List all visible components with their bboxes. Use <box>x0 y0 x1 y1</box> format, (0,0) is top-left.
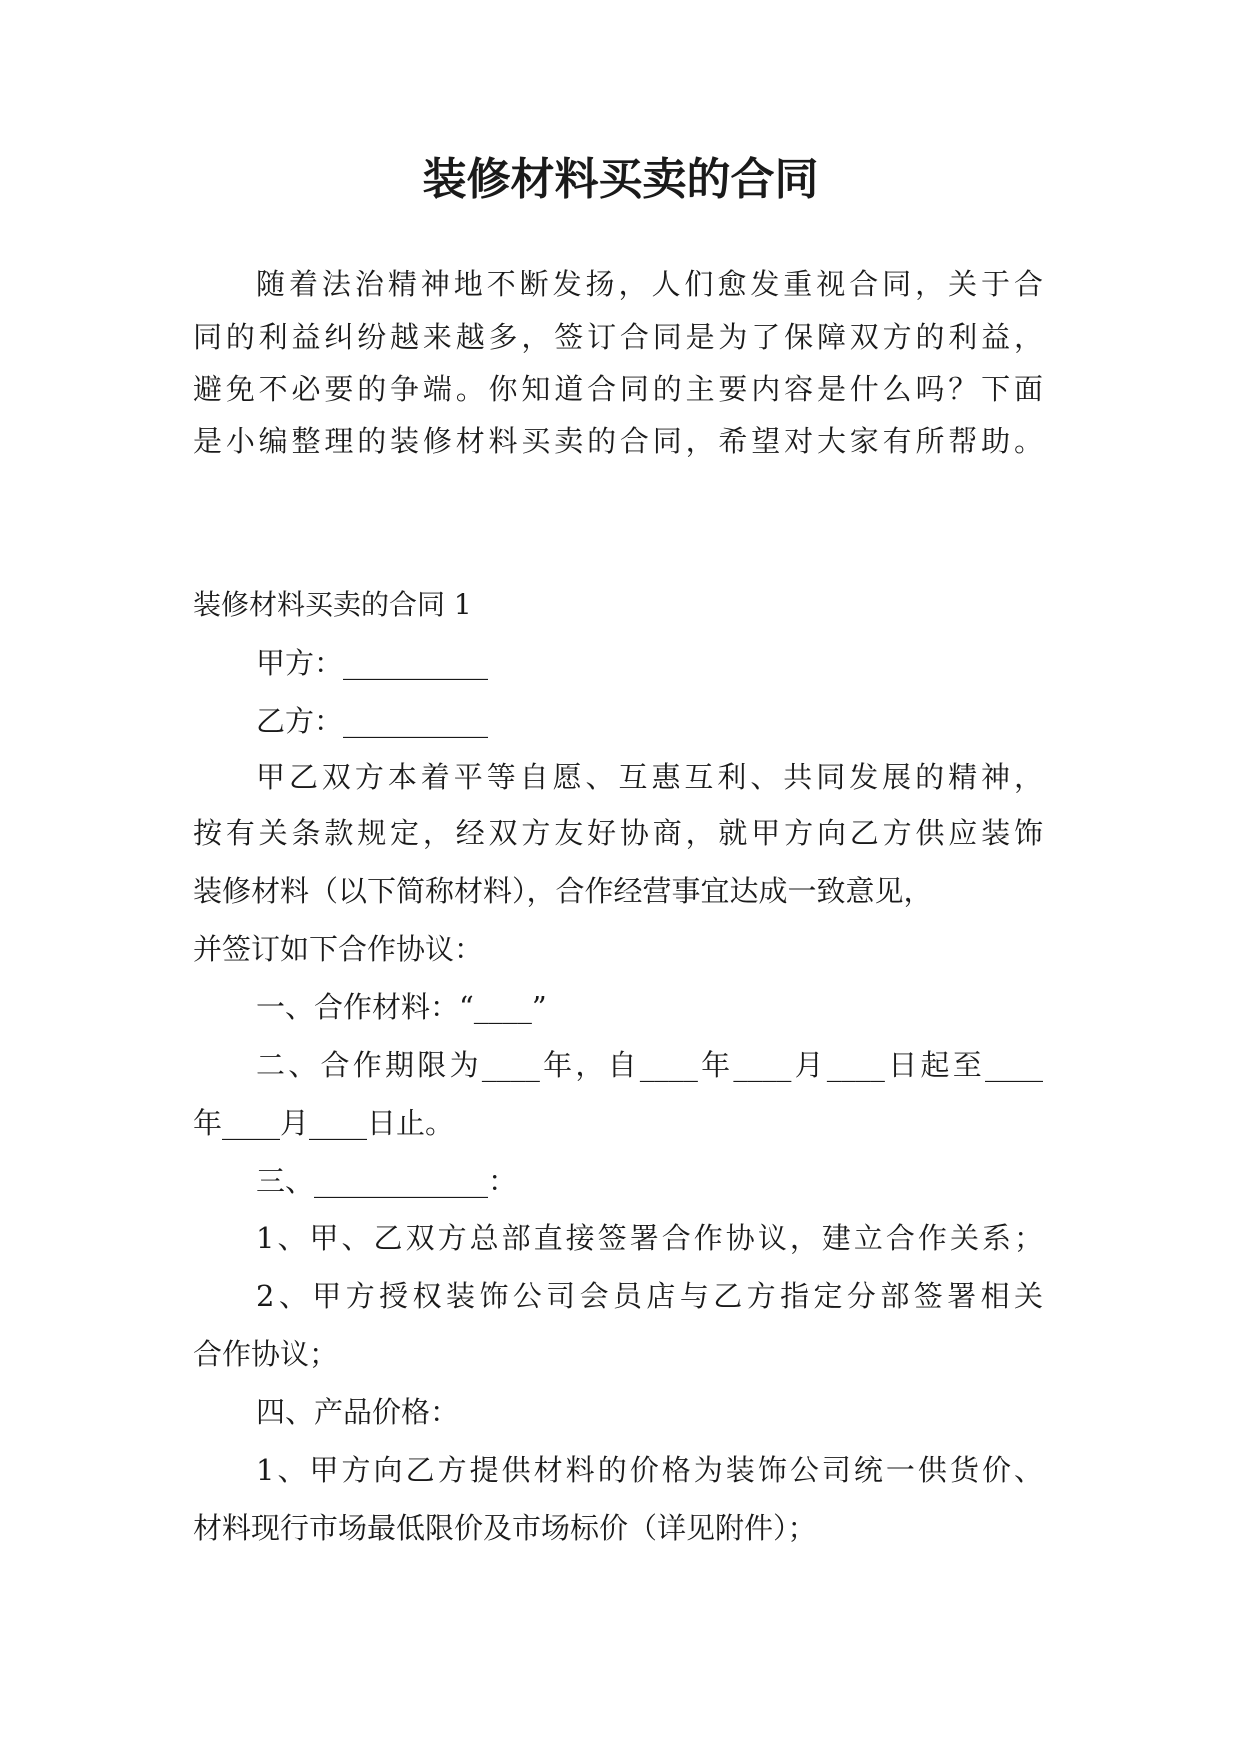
clause-3-item-2-line-1: 2、甲方授权装饰公司会员店与乙方指定分部签署相关 <box>256 1279 1043 1313</box>
clause-3-item-2-line-2: 合作协议； <box>193 1337 339 1371</box>
party-b-line: 乙方：__________ <box>256 704 489 738</box>
clause-4-item-1-line-2: 材料现行市场最低限价及市场标价（详见附件）； <box>193 1511 817 1545</box>
clause-2-line-1: 二、合作期限为____年，自____年____月____日起至____ <box>256 1048 1043 1082</box>
preamble-line-4: 并签订如下合作协议： <box>193 932 484 966</box>
party-a-line: 甲方：__________ <box>256 646 489 680</box>
clause-1: 一、合作材料：“____” <box>256 990 547 1024</box>
preamble-line-1: 甲乙双方本着平等自愿、互惠互利、共同发展的精神， <box>256 760 1043 794</box>
intro-line-4: 是小编整理的装修材料买卖的合同，希望对大家有所帮助。 <box>193 424 1043 458</box>
intro-line-3: 避免不必要的争端。你知道合同的主要内容是什么吗？下面 <box>193 372 1043 406</box>
clause-4: 四、产品价格： <box>256 1395 460 1429</box>
clause-3-item-1: 1、甲、乙双方总部直接签署合作协议，建立合作关系； <box>256 1221 1043 1255</box>
document-title: 装修材料买卖的合同 <box>422 154 819 205</box>
preamble-line-2: 按有关条款规定，经双方友好协商，就甲方向乙方供应装饰 <box>193 816 1043 850</box>
preamble-line-3: 装修材料（以下简称材料），合作经营事宜达成一致意见， <box>193 874 933 908</box>
intro-line-2: 同的利益纠纷越来越多，签订合同是为了保障双方的利益， <box>193 320 1043 354</box>
section-heading: 装修材料买卖的合同 1 <box>193 588 472 621</box>
clause-3: 三、____________： <box>256 1164 518 1198</box>
clause-2-line-2: 年____月____日止。 <box>193 1106 455 1140</box>
intro-line-1: 随着法治精神地不断发扬，人们愈发重视合同，关于合 <box>256 267 1043 301</box>
clause-4-item-1-line-1: 1、甲方向乙方提供材料的价格为装饰公司统一供货价、 <box>256 1453 1043 1487</box>
